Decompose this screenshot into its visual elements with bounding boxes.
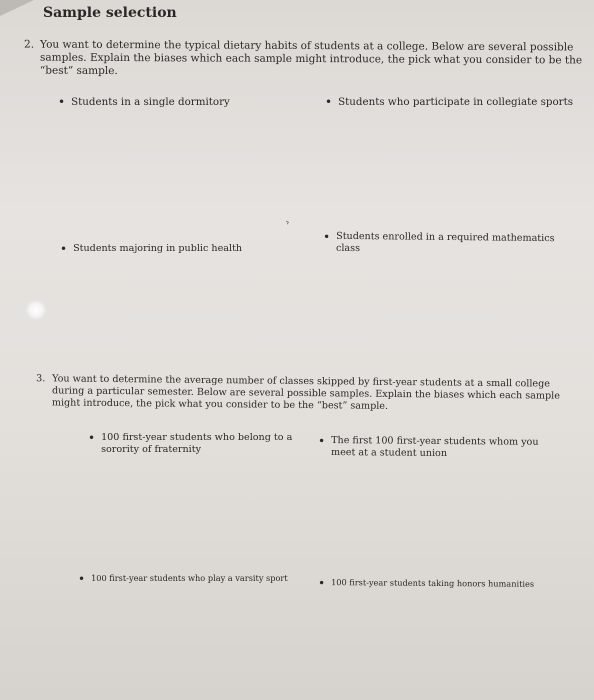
option-label: 100 first-year students who play a varsity sport <box>91 573 288 583</box>
stray-pen-mark: › <box>284 217 292 229</box>
option-label: Students enrolled in a required mathematics class <box>335 230 555 254</box>
bullet-icon: • <box>317 575 326 591</box>
bullet-icon: • <box>78 572 86 586</box>
page-title: Sample selection <box>43 5 177 21</box>
option-required-math-class <box>323 231 571 257</box>
bullet-icon: • <box>88 431 96 445</box>
option-public-health <box>60 243 242 255</box>
light-glare <box>26 300 46 320</box>
question-text: You want to determine the typical dietary habits of students at a college. Below are several possible samples. Explain the biases which each sample might introduce, the pick what you consider to be the “best” sample. <box>39 38 583 78</box>
option-single-dormitory <box>58 96 230 109</box>
question-2 <box>24 39 584 81</box>
option-label: Students in a single dormitory <box>71 96 230 108</box>
option-label: 100 first-year students taking honors humanities <box>331 577 535 589</box>
bullet-icon: • <box>317 433 326 448</box>
option-honors-humanities <box>318 577 558 591</box>
question-text: You want to determine the average number of classes skipped by first-year students at a small college during a particular semester. Below are several possible samples. Explain the biases which each sample might introduce, the pick what you consider to be the “best” sample. <box>51 373 560 412</box>
bullet-icon: • <box>58 95 66 109</box>
option-label: 100 first-year students who belong to a sorority of fraternity <box>101 432 293 455</box>
option-label: Students majoring in public health <box>73 243 243 254</box>
option-student-union <box>318 435 563 460</box>
question-number: 2. <box>24 38 35 51</box>
option-collegiate-sports <box>325 96 573 109</box>
option-varsity-sport <box>78 573 300 585</box>
option-label: Students who participate in collegiate sports <box>338 96 574 108</box>
bullet-icon: • <box>322 229 331 244</box>
question-number: 3. <box>36 373 46 385</box>
bullet-icon: • <box>325 95 333 109</box>
question-3 <box>36 373 566 415</box>
option-label: The first 100 first-year students whom you meet at a student union <box>330 435 539 459</box>
option-sorority-fraternity <box>88 432 300 455</box>
page-corner-shadow <box>0 0 34 16</box>
bullet-icon: • <box>60 242 68 256</box>
